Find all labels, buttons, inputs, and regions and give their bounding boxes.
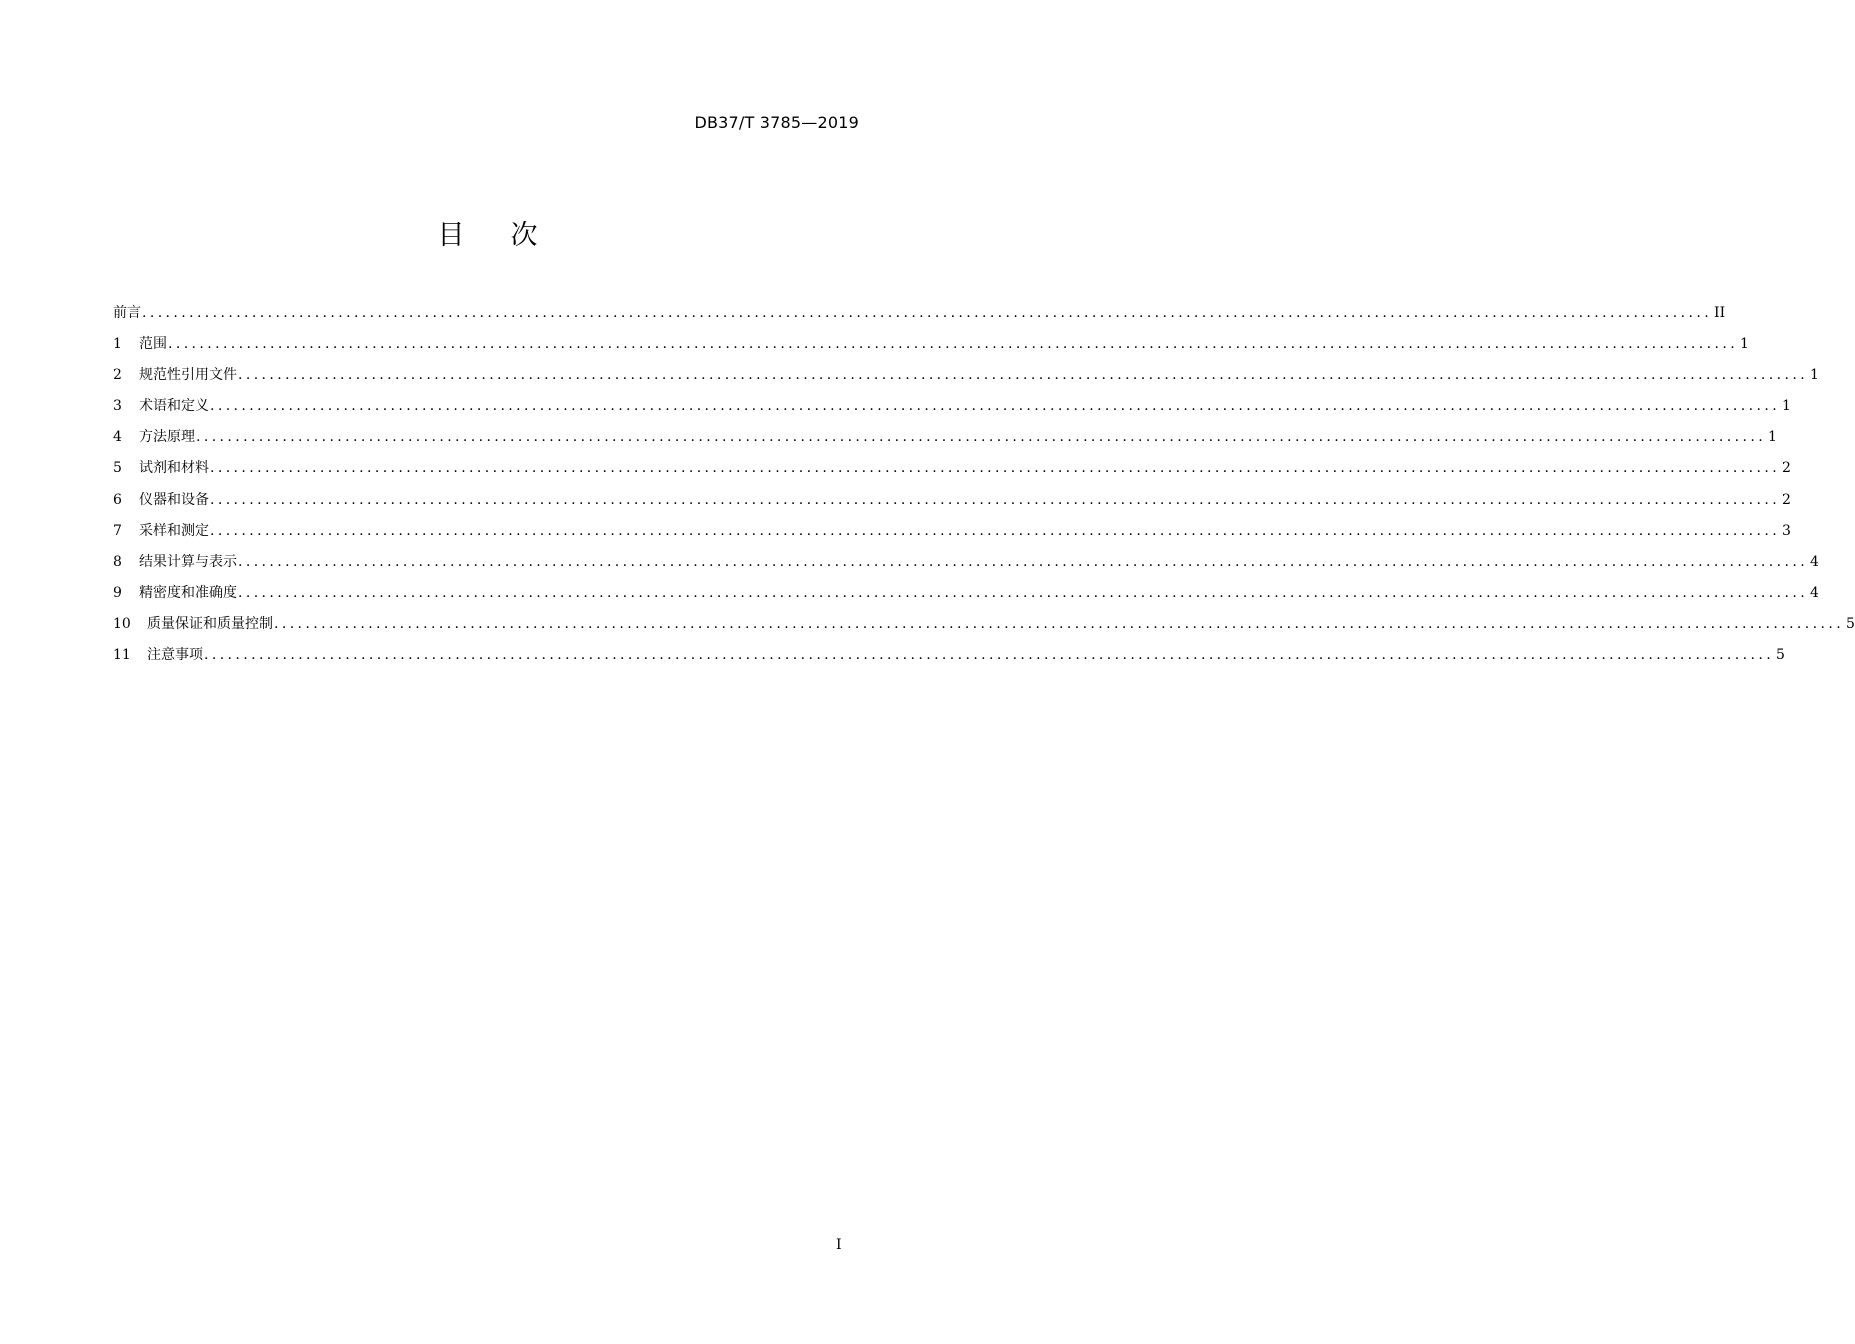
toc-leader-dots: ........................................................................................................................................................................................................ <box>210 460 1781 477</box>
toc-entry-6[interactable] <box>113 489 1791 520</box>
toc-leader-dots: ........................................................................................................................................................................................................ <box>238 553 1809 570</box>
table-of-contents <box>113 302 1855 675</box>
toc-entry-2[interactable] <box>113 364 1819 395</box>
toc-entry-page: 2 <box>1782 460 1791 477</box>
toc-entry-page: 5 <box>1776 647 1785 664</box>
toc-entry-4[interactable] <box>113 426 1777 457</box>
toc-entry-text: 试剂和材料 <box>139 460 209 477</box>
toc-entry-text: 精密度和准确度 <box>139 584 237 601</box>
toc-title <box>0 213 975 252</box>
page-number: I <box>836 1237 842 1253</box>
toc-leader-dots: ........................................................................................................................................................................................................ <box>238 367 1809 384</box>
toc-leader-dots: ........................................................................................................................................................................................................ <box>210 522 1781 539</box>
toc-entry-text: 术语和定义 <box>139 398 209 415</box>
toc-entry-text: 结果计算与表示 <box>139 553 237 570</box>
toc-entry-7[interactable] <box>113 520 1791 551</box>
toc-leader-dots: ........................................................................................................................................................................................................ <box>142 305 1713 321</box>
toc-entry-9[interactable] <box>113 582 1819 613</box>
toc-entry-text: 质量保证和质量控制 <box>147 615 273 632</box>
toc-entry-3[interactable] <box>113 395 1791 426</box>
toc-entry-number: 10 <box>113 615 131 632</box>
toc-entry-page: 2 <box>1782 491 1791 508</box>
toc-entry-text: 范围 <box>139 336 167 353</box>
toc-entry-text: 规范性引用文件 <box>139 367 237 384</box>
toc-entry-page: II <box>1714 305 1726 321</box>
toc-entry-number: 5 <box>113 460 122 477</box>
toc-entry-page: 3 <box>1782 522 1791 539</box>
toc-leader-dots: ........................................................................................................................................................................................................ <box>196 429 1767 446</box>
toc-entry-number: 8 <box>113 553 122 570</box>
toc-entry-text: 方法原理 <box>139 429 195 446</box>
toc-entry-8[interactable] <box>113 551 1819 582</box>
toc-entry-number: 6 <box>113 491 122 508</box>
toc-entry-number: 9 <box>113 584 122 601</box>
toc-entry-text: 注意事项 <box>147 647 203 664</box>
toc-leader-dots: ........................................................................................................................................................................................................ <box>168 336 1739 353</box>
toc-entry-5[interactable] <box>113 457 1791 488</box>
toc-entry-page: 4 <box>1810 584 1819 601</box>
toc-entry-text: 采样和测定 <box>139 522 209 539</box>
toc-entry-number: 2 <box>113 367 122 384</box>
toc-entry-number: 3 <box>113 398 122 415</box>
toc-title-part1: 目 <box>437 220 465 251</box>
toc-entry-1[interactable] <box>113 333 1749 364</box>
toc-entry-page: 5 <box>1846 615 1855 632</box>
toc-leader-dots: ........................................................................................................................................................................................................ <box>238 584 1809 601</box>
toc-entry-number: 7 <box>113 522 122 539</box>
toc-entry-text: 前言 <box>113 305 141 321</box>
toc-entry-page: 4 <box>1810 553 1819 570</box>
toc-entry-page: 1 <box>1768 429 1777 446</box>
toc-entry-number: 1 <box>113 336 122 353</box>
toc-title-part2: 次 <box>510 220 538 251</box>
toc-entry-11[interactable] <box>113 644 1785 675</box>
toc-entry-10[interactable] <box>113 613 1855 644</box>
toc-entry-number: 4 <box>113 429 122 446</box>
toc-entry-page: 1 <box>1810 367 1819 384</box>
toc-leader-dots: ........................................................................................................................................................................................................ <box>210 491 1781 508</box>
toc-entry-number: 11 <box>113 647 131 664</box>
toc-entry-page: 1 <box>1740 336 1749 353</box>
toc-leader-dots: ........................................................................................................................................................................................................ <box>210 398 1781 415</box>
toc-leader-dots: ........................................................................................................................................................................................................ <box>204 647 1775 664</box>
toc-entry-page: 1 <box>1782 398 1791 415</box>
toc-entry-text: 仪器和设备 <box>139 491 209 508</box>
toc-entry-foreword[interactable] <box>113 302 1726 333</box>
document-code: DB37/T 3785—2019 <box>694 113 859 132</box>
toc-leader-dots: ........................................................................................................................................................................................................ <box>274 615 1845 632</box>
